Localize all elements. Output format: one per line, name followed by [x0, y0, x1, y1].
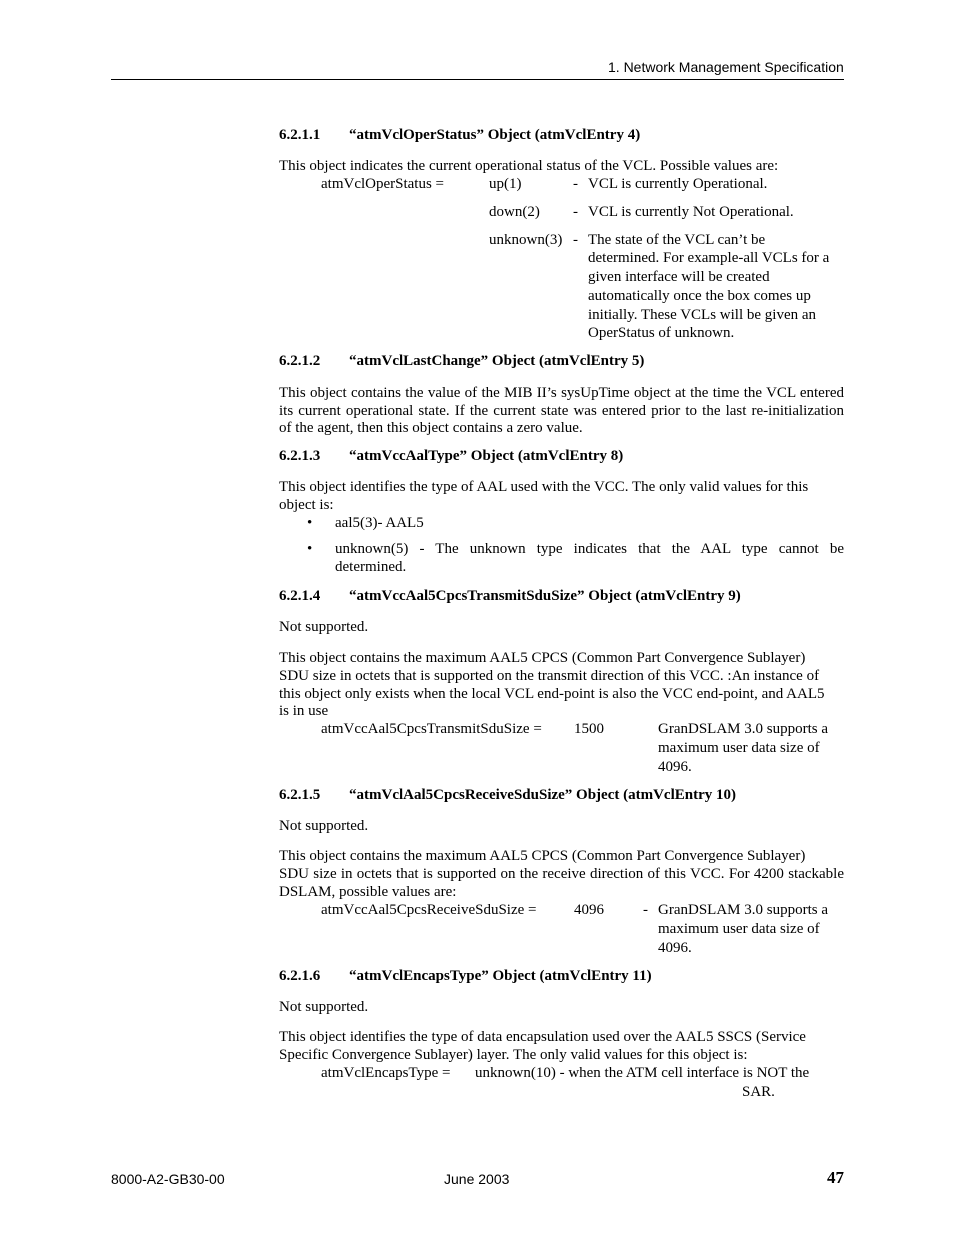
paragraph-line: is in use [279, 703, 329, 719]
list-item: unknown(5) - The unknown type indicates that the AAL type cannot be [335, 541, 844, 557]
paragraph-line: This object identifies the type of data encapsulation used over the AAL5 SSCS (Service [279, 1029, 806, 1045]
section-number: 6.2.1.4 [279, 588, 321, 604]
value-description: maximum user data size of [658, 740, 820, 756]
value-dash: - [643, 902, 648, 918]
value-number: 4096 [574, 902, 604, 918]
paragraph-line: object is: [279, 497, 334, 513]
paragraph-line: This object contains the value of the MIB II’s sysUpTime object at the time the VCL entered [279, 385, 844, 401]
value-description: maximum user data size of [658, 921, 820, 937]
section-title: “atmVccAalType” Object (atmVclEntry 8) [349, 448, 624, 464]
value-description: 4096. [658, 759, 692, 775]
value-label: atmVccAal5CpcsReceiveSduSize = [321, 902, 537, 918]
value-description: determined. For example-all VCLs for a [588, 250, 830, 266]
running-header: 1. Network Management Specification [608, 59, 844, 75]
paragraph-line: of the agent, then this object contains a zero value. [279, 420, 583, 436]
value-name: down(2) [489, 204, 540, 220]
section-title: “atmVclOperStatus” Object (atmVclEntry 4) [349, 127, 641, 143]
page-number: 47 [827, 1168, 844, 1187]
paragraph-line: Specific Convergence Sublayer) layer. The only valid values for this object is: [279, 1047, 748, 1063]
value-label: atmVccAal5CpcsTransmitSduSize = [321, 721, 542, 737]
value-label: atmVclEncapsType = [321, 1065, 451, 1081]
paragraph-line: DSLAM, possible values are: [279, 884, 457, 900]
value-description: OperStatus of unknown. [588, 325, 735, 341]
section-number: 6.2.1.6 [279, 968, 321, 984]
paragraph-line: This object identifies the type of AAL used with the VCC. The only valid values for this [279, 479, 809, 495]
paragraph-line: its current operational state. If the current state was entered prior to the last re-initialization [279, 403, 844, 419]
value-name: up(1) [489, 176, 522, 192]
section-title: “atmVclLastChange” Object (atmVclEntry 5) [349, 353, 645, 369]
bullet-marker: • [307, 541, 313, 557]
bullet-marker: • [307, 515, 313, 531]
list-item: aal5(3)- AAL5 [335, 515, 424, 531]
paragraph-line: this object only exists when the local VCL end-point is also the VCC end-point, and AAL5 [279, 686, 825, 702]
value-description: VCL is currently Not Operational. [588, 204, 794, 220]
value-dash: - [573, 204, 578, 220]
section-number: 6.2.1.5 [279, 787, 321, 803]
value-name: unknown(3) [489, 232, 563, 248]
value-description: automatically once the box comes up [588, 288, 811, 304]
paragraph-line: SDU size in octets that is supported on the transmit direction of this VCC. :An instance of [279, 668, 820, 684]
value-description: given interface will be created [588, 269, 770, 285]
value-description: SAR. [742, 1084, 775, 1100]
value-description: initially. These VCLs will be given an [588, 307, 817, 323]
value-description: VCL is currently Operational. [588, 176, 768, 192]
list-item: determined. [335, 559, 407, 575]
value-description: The state of the VCL can’t be [588, 232, 766, 248]
section-title: “atmVclAal5CpcsReceiveSduSize” Object (atmVclEntry 10) [349, 787, 737, 803]
value-description: unknown(10) - when the ATM cell interface is NOT the [475, 1065, 810, 1081]
paragraph: This object indicates the current operational status of the VCL. Possible values are: [279, 158, 779, 174]
value-dash: - [573, 176, 578, 192]
paragraph-line: This object contains the maximum AAL5 CPCS (Common Part Convergence Sublayer) [279, 848, 806, 864]
not-supported-note: Not supported. [279, 999, 369, 1015]
value-number: 1500 [574, 721, 604, 737]
value-description: GranDSLAM 3.0 supports a [658, 721, 828, 737]
section-title: “atmVccAal5CpcsTransmitSduSize” Object (atmVclEntry 9) [349, 588, 741, 604]
paragraph-line: SDU size in octets that is supported on the receive direction of this VCC. For 4200 stackable [279, 866, 844, 882]
section-title: “atmVclEncapsType” Object (atmVclEntry 11) [349, 968, 652, 984]
value-label: atmVclOperStatus = [321, 176, 445, 192]
paragraph-line: This object contains the maximum AAL5 CPCS (Common Part Convergence Sublayer) [279, 650, 806, 666]
footer-doc-id: 8000-A2-GB30-00 [111, 1171, 225, 1187]
not-supported-note: Not supported. [279, 619, 369, 635]
value-description: 4096. [658, 940, 692, 956]
section-number: 6.2.1.3 [279, 448, 321, 464]
footer-date: June 2003 [444, 1171, 510, 1187]
not-supported-note: Not supported. [279, 818, 369, 834]
section-number: 6.2.1.2 [279, 353, 321, 369]
value-dash: - [573, 232, 578, 248]
header-rule [111, 79, 844, 80]
section-number: 6.2.1.1 [279, 127, 321, 143]
value-description: GranDSLAM 3.0 supports a [658, 902, 828, 918]
